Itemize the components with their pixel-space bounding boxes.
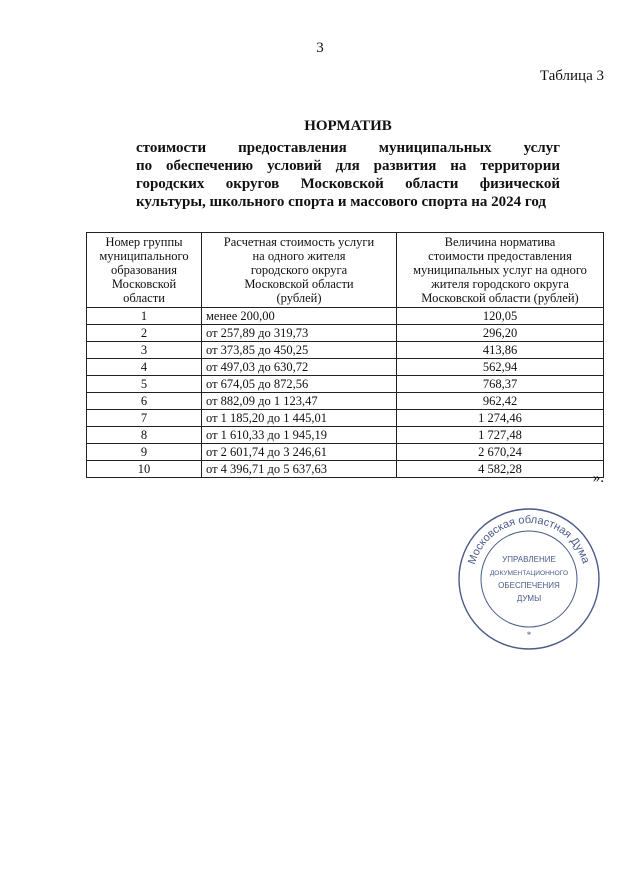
header-line: городского округа [250,263,348,277]
value-cell: 2 670,24 [397,444,604,461]
range-cell: от 1 610,33 до 1 945,19 [202,427,397,444]
subtitle-line: городских округов Московской области физической [136,176,560,192]
header-line: стоимости предоставления [428,249,572,263]
value-cell: 962,42 [397,393,604,410]
group-cell: 5 [87,376,202,393]
group-cell: 6 [87,393,202,410]
table-row [87,325,604,342]
table-row [87,461,604,478]
document-subtitle [136,139,560,211]
group-cell: 2 [87,325,202,342]
value-cell: 296,20 [397,325,604,342]
table-row [87,342,604,359]
table-row [87,376,604,393]
header-line: образования [111,263,177,277]
range-cell: от 373,85 до 450,25 [202,342,397,359]
table-row [87,359,604,376]
stamp-center-text [490,555,568,603]
table-header-row [87,233,604,308]
header-line: на одного жителя [252,249,346,263]
stamp-outer-ring [459,509,599,649]
table-label: Таблица 3 [539,68,604,84]
stamp-center-line: ДУМЫ [516,594,542,603]
header-line: Номер группы [105,235,183,249]
range-cell: от 257,89 до 319,73 [202,325,397,342]
group-cell: 9 [87,444,202,461]
subtitle-line: по обеспечению условий для развития на территории [136,158,560,174]
group-cell: 8 [87,427,202,444]
header-line: жителя городского округа [431,277,569,291]
title-block [136,118,560,211]
group-cell: 1 [87,308,202,325]
header-line: муниципальных услуг на одного [413,263,587,277]
subtitle-line: стоимости предоставления муниципальных услуг [136,140,560,156]
table-body [87,308,604,478]
header-line: муниципального [99,249,189,263]
range-cell: менее 200,00 [202,308,397,325]
value-cell: 768,37 [397,376,604,393]
header-line: Величина норматива [444,235,556,249]
stamp-center-line: ДОКУМЕНТАЦИОННОГО [489,570,569,577]
group-cell: 7 [87,410,202,427]
value-cell: 413,86 [397,342,604,359]
range-cell: от 1 185,20 до 1 445,01 [202,410,397,427]
stamp-inner-ring [481,531,577,627]
stamp-star-mark: * [526,630,532,640]
header-line: Расчетная стоимость услуги [223,235,375,249]
table-row [87,308,604,325]
stamp-center-line: УПРАВЛЕНИЕ [502,555,556,564]
subtitle-line: культуры, школьного спорта и массового спорта на 2024 год [136,194,547,210]
page-number: 3 [316,40,324,56]
table-row [87,410,604,427]
value-cell: 1 727,48 [397,427,604,444]
header-line: области [123,291,165,305]
header-line: (рублей) [276,291,322,305]
header-calculated-cost [202,233,397,308]
range-cell: от 497,03 до 630,72 [202,359,397,376]
header-line: Московской области (рублей) [421,291,579,305]
group-cell: 3 [87,342,202,359]
stamp-ring-text: Московская областная Дума [466,513,592,567]
table-row [87,444,604,461]
header-group-number [87,233,202,308]
closing-mark: ». [592,470,604,486]
header-line: Московской [111,277,177,291]
group-cell: 10 [87,461,202,478]
range-cell: от 882,09 до 1 123,47 [202,393,397,410]
table-row [87,427,604,444]
header-norm-value [397,233,604,308]
value-cell: 562,94 [397,359,604,376]
range-cell: от 674,05 до 872,56 [202,376,397,393]
table-row [87,393,604,410]
value-cell: 4 582,28 [397,461,604,478]
value-cell: 1 274,46 [397,410,604,427]
range-cell: от 4 396,71 до 5 637,63 [202,461,397,478]
stamp-center-line: ОБЕСПЕЧЕНИЯ [498,581,560,590]
document-title: НОРМАТИВ [304,118,392,134]
range-cell: от 2 601,74 до 3 246,61 [202,444,397,461]
group-cell: 4 [87,359,202,376]
norm-table [86,232,604,478]
value-cell: 120,05 [397,308,604,325]
official-stamp [456,506,602,652]
header-line: Московской области [244,277,354,291]
